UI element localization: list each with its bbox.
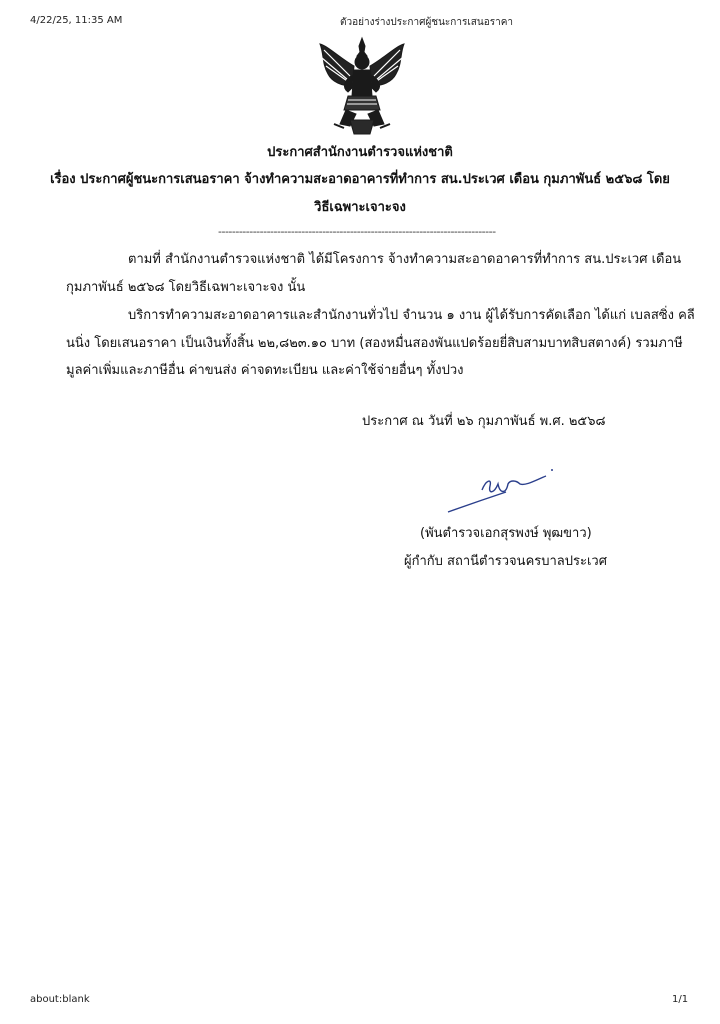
paragraph-2-line-2: นนิ่ง โดยเสนอราคา เป็นเงินทั้งสิ้น ๒๒,๘๒๓.๑๐ บาท (สองหมื่นสองพันแปดร้อยยี่สิบสามบาทสิบสตางค์) รวมภาษี (66, 336, 683, 351)
paragraph-1-line-1: ตามที่ สำนักงานตำรวจแห่งชาติ ได้มีโครงการ จ้างทำความสะอาดอาคารที่ทำการ สน.ประเวศ เดือน (128, 252, 682, 267)
paragraph-1-line-2: กุมภาพันธ์ ๒๕๖๘ โดยวิธีเฉพาะเจาะจง นั้น (66, 280, 306, 295)
paragraph-2-line-1: บริการทำความสะอาดอาคารและสำนักงานทั่วไป จำนวน ๑ งาน ผู้ได้รับการคัดเลือก ได้แก่ เบลสซิ่ง คลี (128, 308, 695, 323)
paragraph-2-line-3: มูลค่าเพิ่มและภาษีอื่น ค่าขนส่ง ค่าจดทะเบียน และค่าใช้จ่ายอื่นๆ ทั้งปวง (66, 363, 464, 378)
print-header-datetime: 4/22/25, 11:35 AM (30, 15, 123, 26)
print-footer-page: 1/1 (672, 994, 689, 1005)
signatory-name: (พันตำรวจเอกสุรพงษ์ พุฒขาว) (420, 526, 592, 541)
signature-icon (446, 466, 556, 516)
garuda-emblem-icon (310, 36, 414, 136)
heading-subject-cont: วิธีเฉพาะเจาะจง (314, 200, 406, 215)
print-header-doc-title: ตัวอย่างร่างประกาศผู้ชนะการเสนอราคา (340, 17, 513, 28)
print-footer-url: about:blank (30, 994, 90, 1005)
heading-subject: เรื่อง ประกาศผู้ชนะการเสนอราคา จ้างทำความสะอาดอาคารที่ทำการ สน.ประเวศ เดือน กุมภาพันธ์ ๒๕๖๘ โดย (50, 172, 670, 187)
divider-line: -------------------------------------------------------------------------------- (218, 225, 496, 238)
signatory-position: ผู้กำกับ สถานีตำรวจนครบาลประเวศ (404, 554, 607, 569)
announcement-date: ประกาศ ณ วันที่ ๒๖ กุมภาพันธ์ พ.ศ. ๒๕๖๘ (362, 414, 606, 429)
heading-agency: ประกาศสำนักงานตำรวจแห่งชาติ (267, 145, 453, 160)
